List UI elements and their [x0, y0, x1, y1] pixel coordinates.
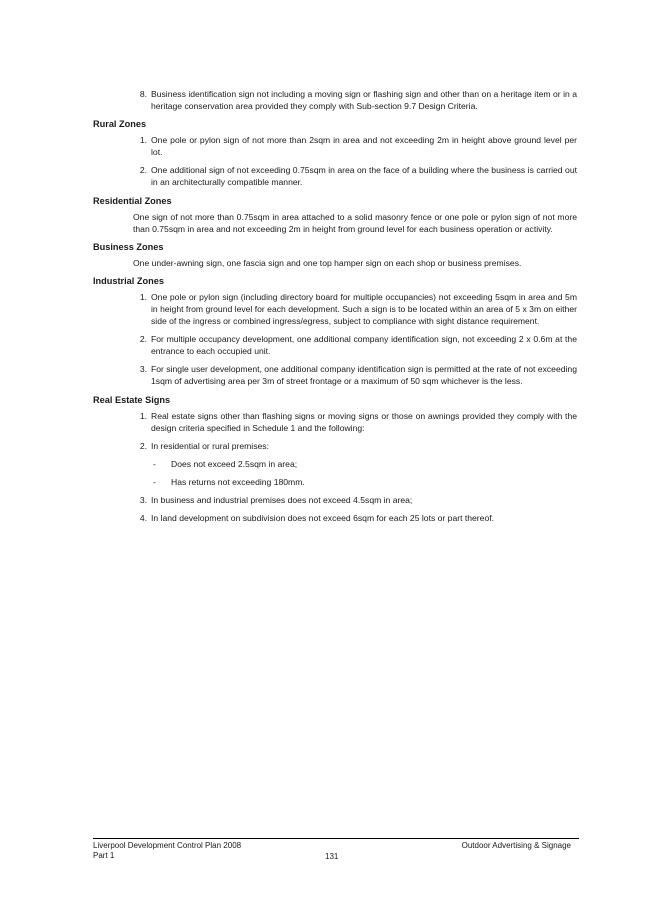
section-heading-residential: Residential Zones: [93, 195, 172, 206]
list-item: [93, 440, 577, 452]
list-number: 1.: [139, 410, 147, 421]
list-number: 2.: [139, 334, 147, 345]
list-number: 3.: [139, 364, 147, 375]
list-item: [93, 164, 577, 188]
list-text: Real estate signs other than flashing signs or moving signs or those on awnings provided they comply with the design criteria specified in Schedule 1 and the following:: [151, 410, 577, 433]
sub-list-item: [93, 458, 577, 470]
list-number: 1.: [139, 291, 147, 302]
list-text: One additional sign of not exceeding 0.75sqm in area on the face of a building where the business is carried out in an architecturally compatible manner.: [151, 165, 577, 188]
sub-list-text: Has returns not exceeding 180mm.: [171, 476, 305, 487]
list-text: For multiple occupancy development, one additional company identification sign, not exceeding 2 x 0.6m at the entrance to each occupied unit.: [151, 334, 577, 357]
sub-list-item: [93, 476, 577, 488]
list-item: [93, 512, 577, 524]
list-text: One pole or pylon sign of not more than 2sqm in area and not exceeding 2m in height above ground level per lot.: [151, 135, 577, 158]
list-item: [93, 134, 577, 158]
footer-document-title: Liverpool Development Control Plan 2008: [93, 841, 242, 850]
sub-list-text: Does not exceed 2.5sqm in area;: [171, 458, 298, 469]
list-text: One pole or pylon sign (including directory board for multiple occupancies) not exceeding 5sqm in area and 5m in height from ground level for each development. Such a sign is to be located within an area of 5 x 3m on either side of the ingress or combined ingress/egress, subject to compliance with sight distance requirement.: [151, 291, 577, 327]
dash-bullet: -: [153, 476, 156, 487]
section-paragraph: One sign of not more than 0.75sqm in area attached to a solid masonry fence or one pole or pylon sign of not more than 0.75sqm in area and not exceeding 2m in height from ground level for each business operation or activity.: [133, 211, 577, 234]
page-footer: [93, 838, 579, 861]
dash-bullet: -: [153, 458, 156, 469]
list-number: 2.: [139, 440, 147, 451]
section-heading-business: Business Zones: [93, 241, 164, 252]
list-number: 2.: [139, 165, 147, 176]
page-number: 131: [325, 852, 339, 861]
list-text: In land development on subdivision does not exceed 6sqm for each 25 lots or part thereof.: [151, 513, 495, 524]
section-heading-industrial: Industrial Zones: [93, 275, 164, 286]
list-item: [93, 333, 577, 357]
list-number: 1.: [139, 135, 147, 146]
intro-list-item: [93, 88, 577, 112]
list-item: [93, 410, 577, 434]
page-content: [93, 88, 577, 530]
list-item: [93, 291, 577, 327]
list-item: [93, 494, 577, 506]
list-number: 4.: [139, 513, 147, 524]
section-heading-real-estate: Real Estate Signs: [93, 394, 171, 405]
list-text: In residential or rural premises:: [151, 440, 269, 451]
list-number: 8.: [139, 89, 147, 99]
list-text: For single user development, one additional company identification sign is permitted at the rate of not exceeding 1sqm of advertising area per 3m of street frontage or a maximum of 50 sqm whichever is the less.: [151, 364, 577, 387]
footer-section-title: Outdoor Advertising & Signage: [461, 841, 571, 850]
list-item: [93, 363, 577, 387]
footer-part: Part 1: [93, 851, 115, 860]
list-number: 3.: [139, 494, 147, 505]
section-paragraph: One under-awning sign, one fascia sign and one top hamper sign on each shop or business premises.: [133, 257, 522, 268]
list-text: In business and industrial premises does not exceed 4.5sqm in area;: [151, 494, 413, 505]
list-text: Business identification sign not including a moving sign or flashing sign and other than on a heritage item or in a heritage conservation area provided they comply with Sub-section 9.7 Design Criteria.: [151, 89, 577, 112]
section-heading-rural: Rural Zones: [93, 119, 147, 130]
